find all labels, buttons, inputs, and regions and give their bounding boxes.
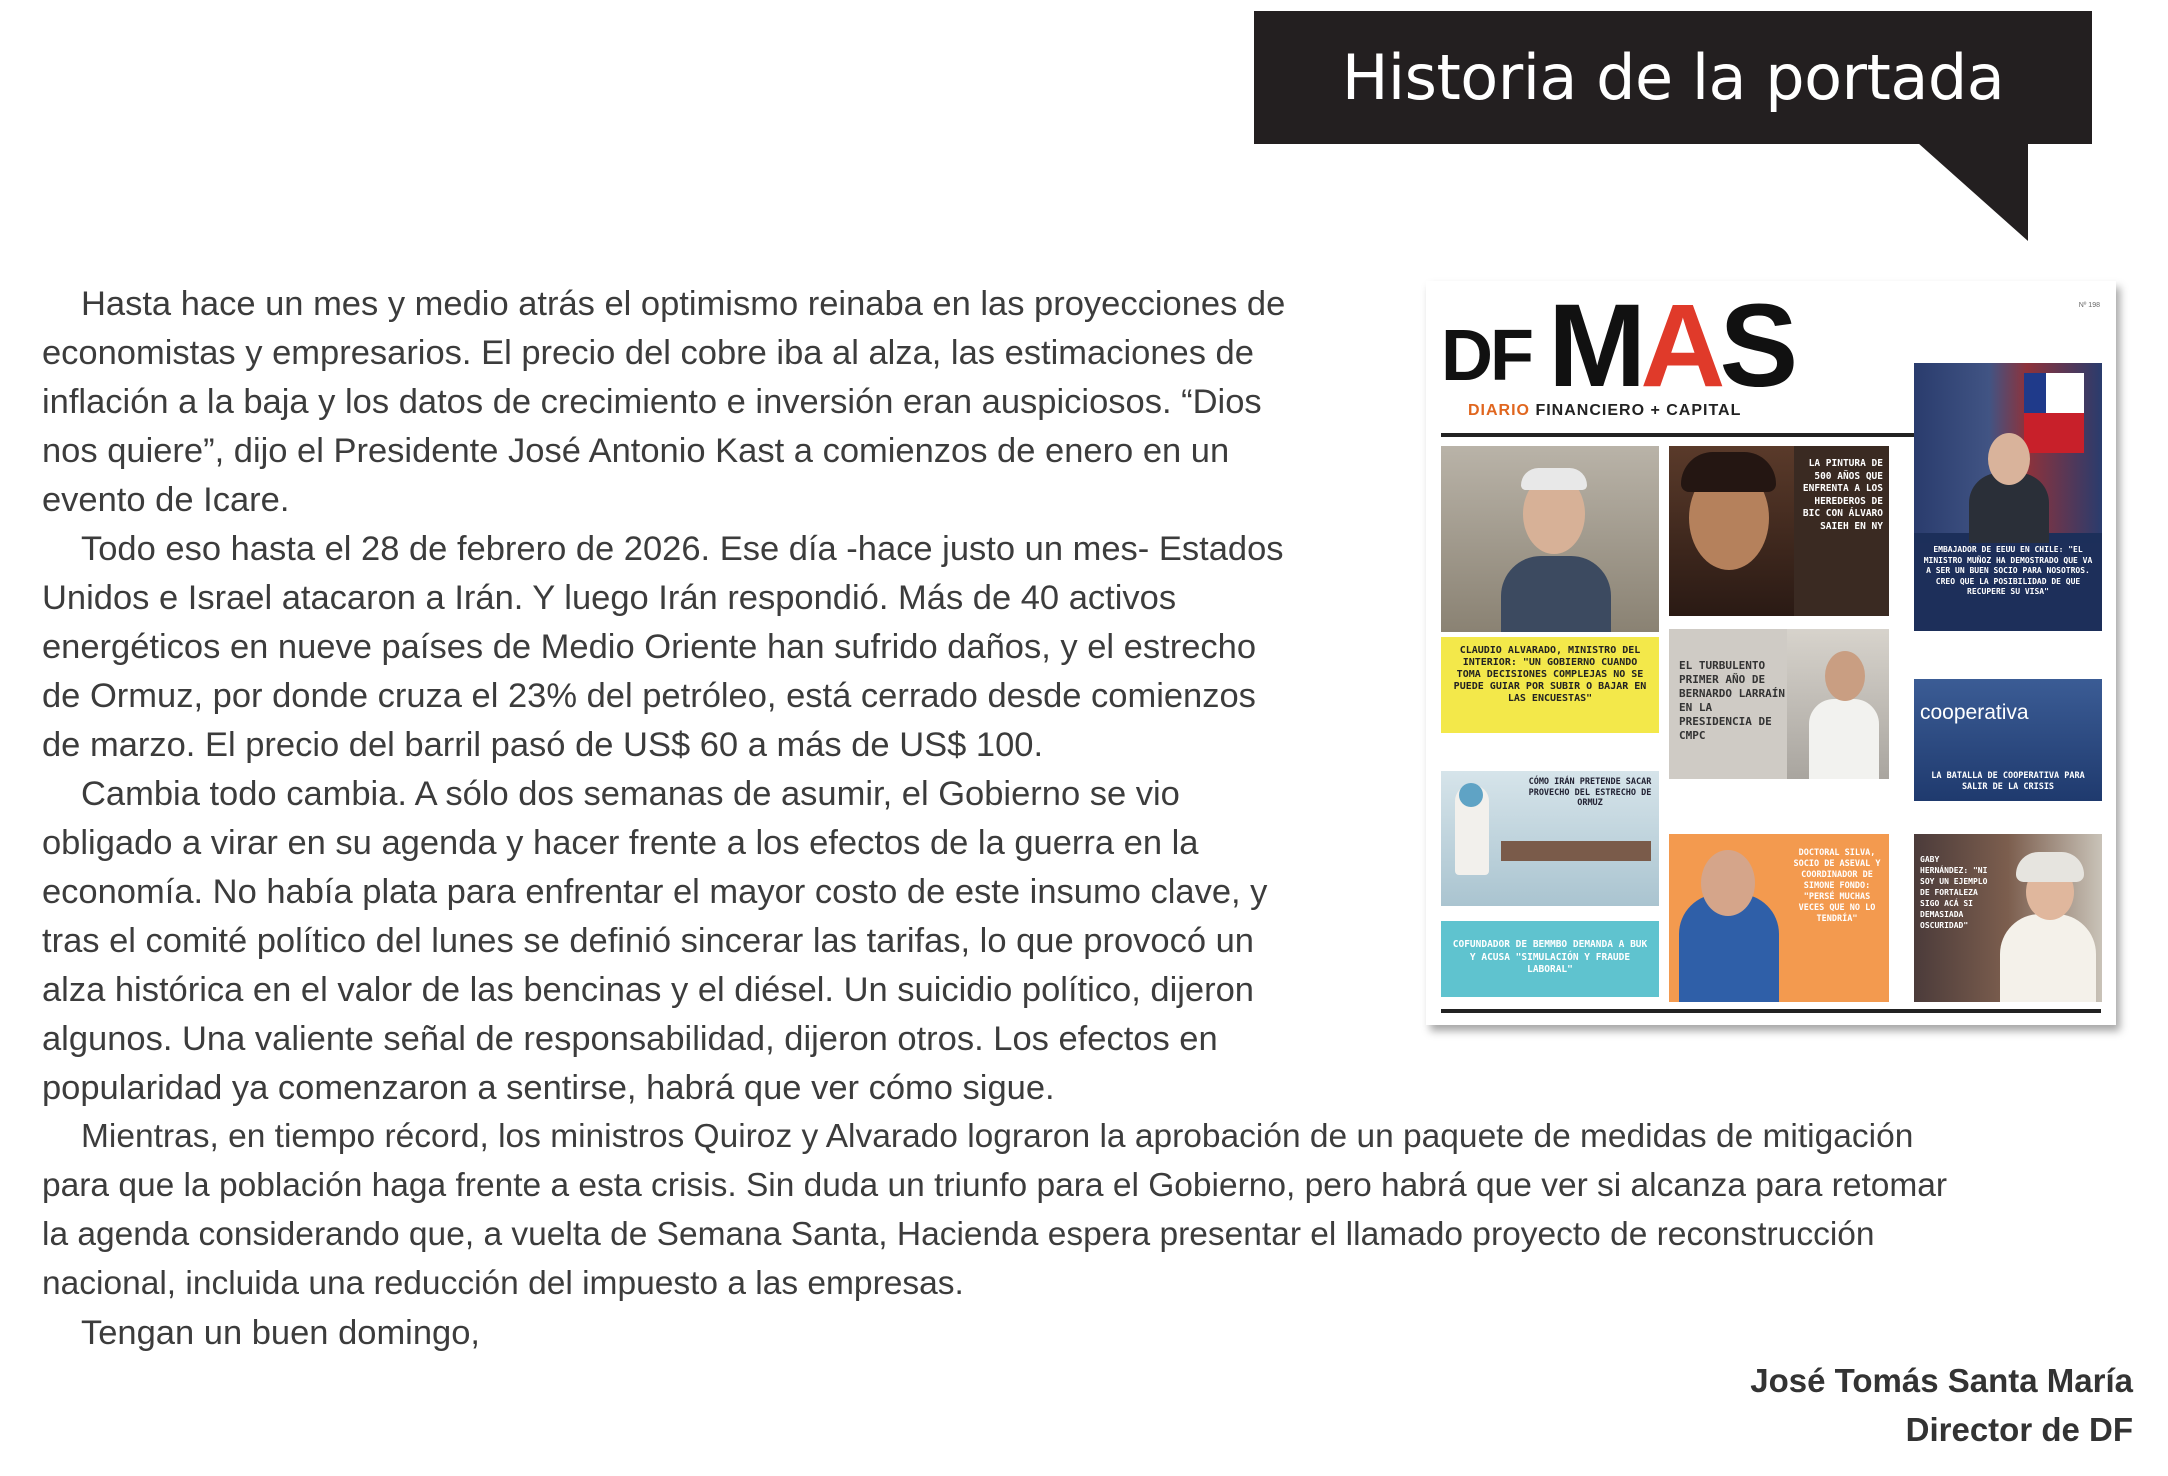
cover-bottom-rule (1441, 1009, 2101, 1013)
body-line: economía. No había plata para enfrentar el mayor costo de este insumo clave, y (42, 873, 1268, 911)
signature-name: José Tomás Santa María (1750, 1362, 2133, 1399)
banner-title: Historia de la portada (1341, 41, 2005, 114)
cover-photo-larrain: EL TURBULENTO PRIMER AÑO DE BERNARDO LARRAÍN EN LA PRESIDENCIA DE CMPC (1669, 629, 1889, 779)
body-line: economistas y empresarios. El precio del cobre iba al alza, las estimaciones de (42, 334, 1254, 372)
body-line: alza histórica en el valor de las bencinas y el diésel. Un suicidio político, dijeron (42, 971, 1254, 1009)
cover-logo-df: DF (1441, 316, 1531, 396)
body-line: de Ormuz, por donde cruza el 23% del petróleo, está cerrado desde comienzos (42, 677, 1256, 715)
body-line: nos quiere”, dijo el Presidente José Antonio Kast a comienzos de enero en un (42, 432, 1230, 470)
body-line: Todo eso hasta el 28 de febrero de 2026. Ese día -hace justo un mes- Estados (81, 530, 1284, 568)
cover-photo-painting: LA PINTURA DE 500 AÑOS QUE ENFRENTA A LOS HEREDEROS DE BIC CON ÁLVARO SAIEH EN NY (1669, 446, 1889, 616)
body-line: la agenda considerando que, a vuelta de Semana Santa, Hacienda espera presentar el llamado proyecto de reconstrucción (42, 1216, 1875, 1253)
cover-photo-alvarado (1441, 446, 1659, 632)
body-line: algunos. Una valiente señal de responsabilidad, dijeron otros. Los efectos en (42, 1020, 1218, 1058)
body-line: nacional, incluida una reducción del impuesto a las empresas. (42, 1265, 964, 1302)
body-line: de marzo. El precio del barril pasó de US$ 60 a más de US$ 100. (42, 726, 1044, 764)
body-line: evento de Icare. (42, 481, 290, 519)
cover-caption-alvarado: CLAUDIO ALVARADO, MINISTRO DEL INTERIOR: "UN GOBIERNO CUANDO TOMA DECISIONES COMPLEJAS NO SE PUEDE GUIAR POR SUBIR O BAJAR EN LAS ENCUESTAS" (1441, 637, 1659, 733)
body-line: energéticos en nueve países de Medio Oriente han sufrido daños, y el estrecho (42, 628, 1257, 666)
body-line: tras el comité político del lunes se definió sincerar las tarifas, lo que provocó un (42, 922, 1254, 960)
cover-caption-bemmbo: COFUNDADOR DE BEMMBO DEMANDA A BUK Y ACUSA "SIMULACIÓN Y FRAUDE LABORAL" (1441, 921, 1659, 997)
cover-photo-ambassador: EMBAJADOR DE EEUU EN CHILE: "EL MINISTRO MUÑOZ HA DEMOSTRADO QUE VA A SER UN BUEN SOCIO PARA NOSOTROS. CREO QUE LA POSIBILIDAD DE QUE RECUPERE SU VISA" (1914, 363, 2102, 631)
cover-photo-cooperativa: cooperativa LA BATALLA DE COOPERATIVA PARA SALIR DE LA CRISIS (1914, 679, 2102, 801)
body-line: para que la población haga frente a esta crisis. Sin duda un triunfo para el Gobierno, pero habrá que ver si alcanza para retomar (42, 1167, 1948, 1204)
body-line: obligado a virar en su agenda y hacer frente a los efectos de la guerra en la (42, 824, 1199, 862)
body-line: Tengan un buen domingo, (81, 1314, 480, 1352)
cover-photo-doctoral: DOCTORAL SILVA, SOCIO DE ASEVAL Y COORDINADOR DE SIMONE FONDO: "PERSÉ MUCHAS VECES QUE NO LO TENDRÍA" (1669, 834, 1889, 1002)
magazine-cover (1426, 281, 2116, 1025)
cover-issue-number: Nº 198 (2078, 302, 2100, 309)
body-line: popularidad ya comenzaron a sentirse, habrá que ver cómo sigue. (42, 1069, 1055, 1107)
body-line: Unidos e Israel atacaron a Irán. Y luego Irán respondió. Más de 40 activos (42, 579, 1177, 617)
body-line: Hasta hace un mes y medio atrás el optimismo reinaba en las proyecciones de (81, 285, 1286, 323)
body-line: Cambia todo cambia. A sólo dos semanas de asumir, el Gobierno se vio (81, 775, 1180, 813)
cover-photo-gaby: GABY HERNÁNDEZ: "NI SOY UN EJEMPLO DE FORTALEZA SIGO ACÁ SI DEMASIADA OSCURIDAD" (1914, 834, 2102, 1002)
signature-title: Director de DF (1905, 1411, 2133, 1448)
section-banner (1254, 11, 2092, 144)
banner-speech-tail (1918, 143, 2028, 241)
body-line: inflación a la baja y los datos de crecimiento e inversión eran auspiciosos. “Dios (42, 383, 1262, 421)
cover-logo-mas: MAS (1548, 280, 1793, 412)
cooperativa-logo: cooperativa (1920, 701, 2029, 724)
cover-photo-iran: CÓMO IRÁN PRETENDE SACAR PROVECHO DEL ESTRECHO DE ORMUZ (1441, 771, 1659, 906)
body-line: Mientras, en tiempo récord, los ministros Quiroz y Alvarado lograron la aprobación de un paquete de medidas de mitigación (81, 1118, 1914, 1155)
cover-logo-subtitle: DIARIO FINANCIERO + CAPITAL (1468, 402, 1742, 419)
